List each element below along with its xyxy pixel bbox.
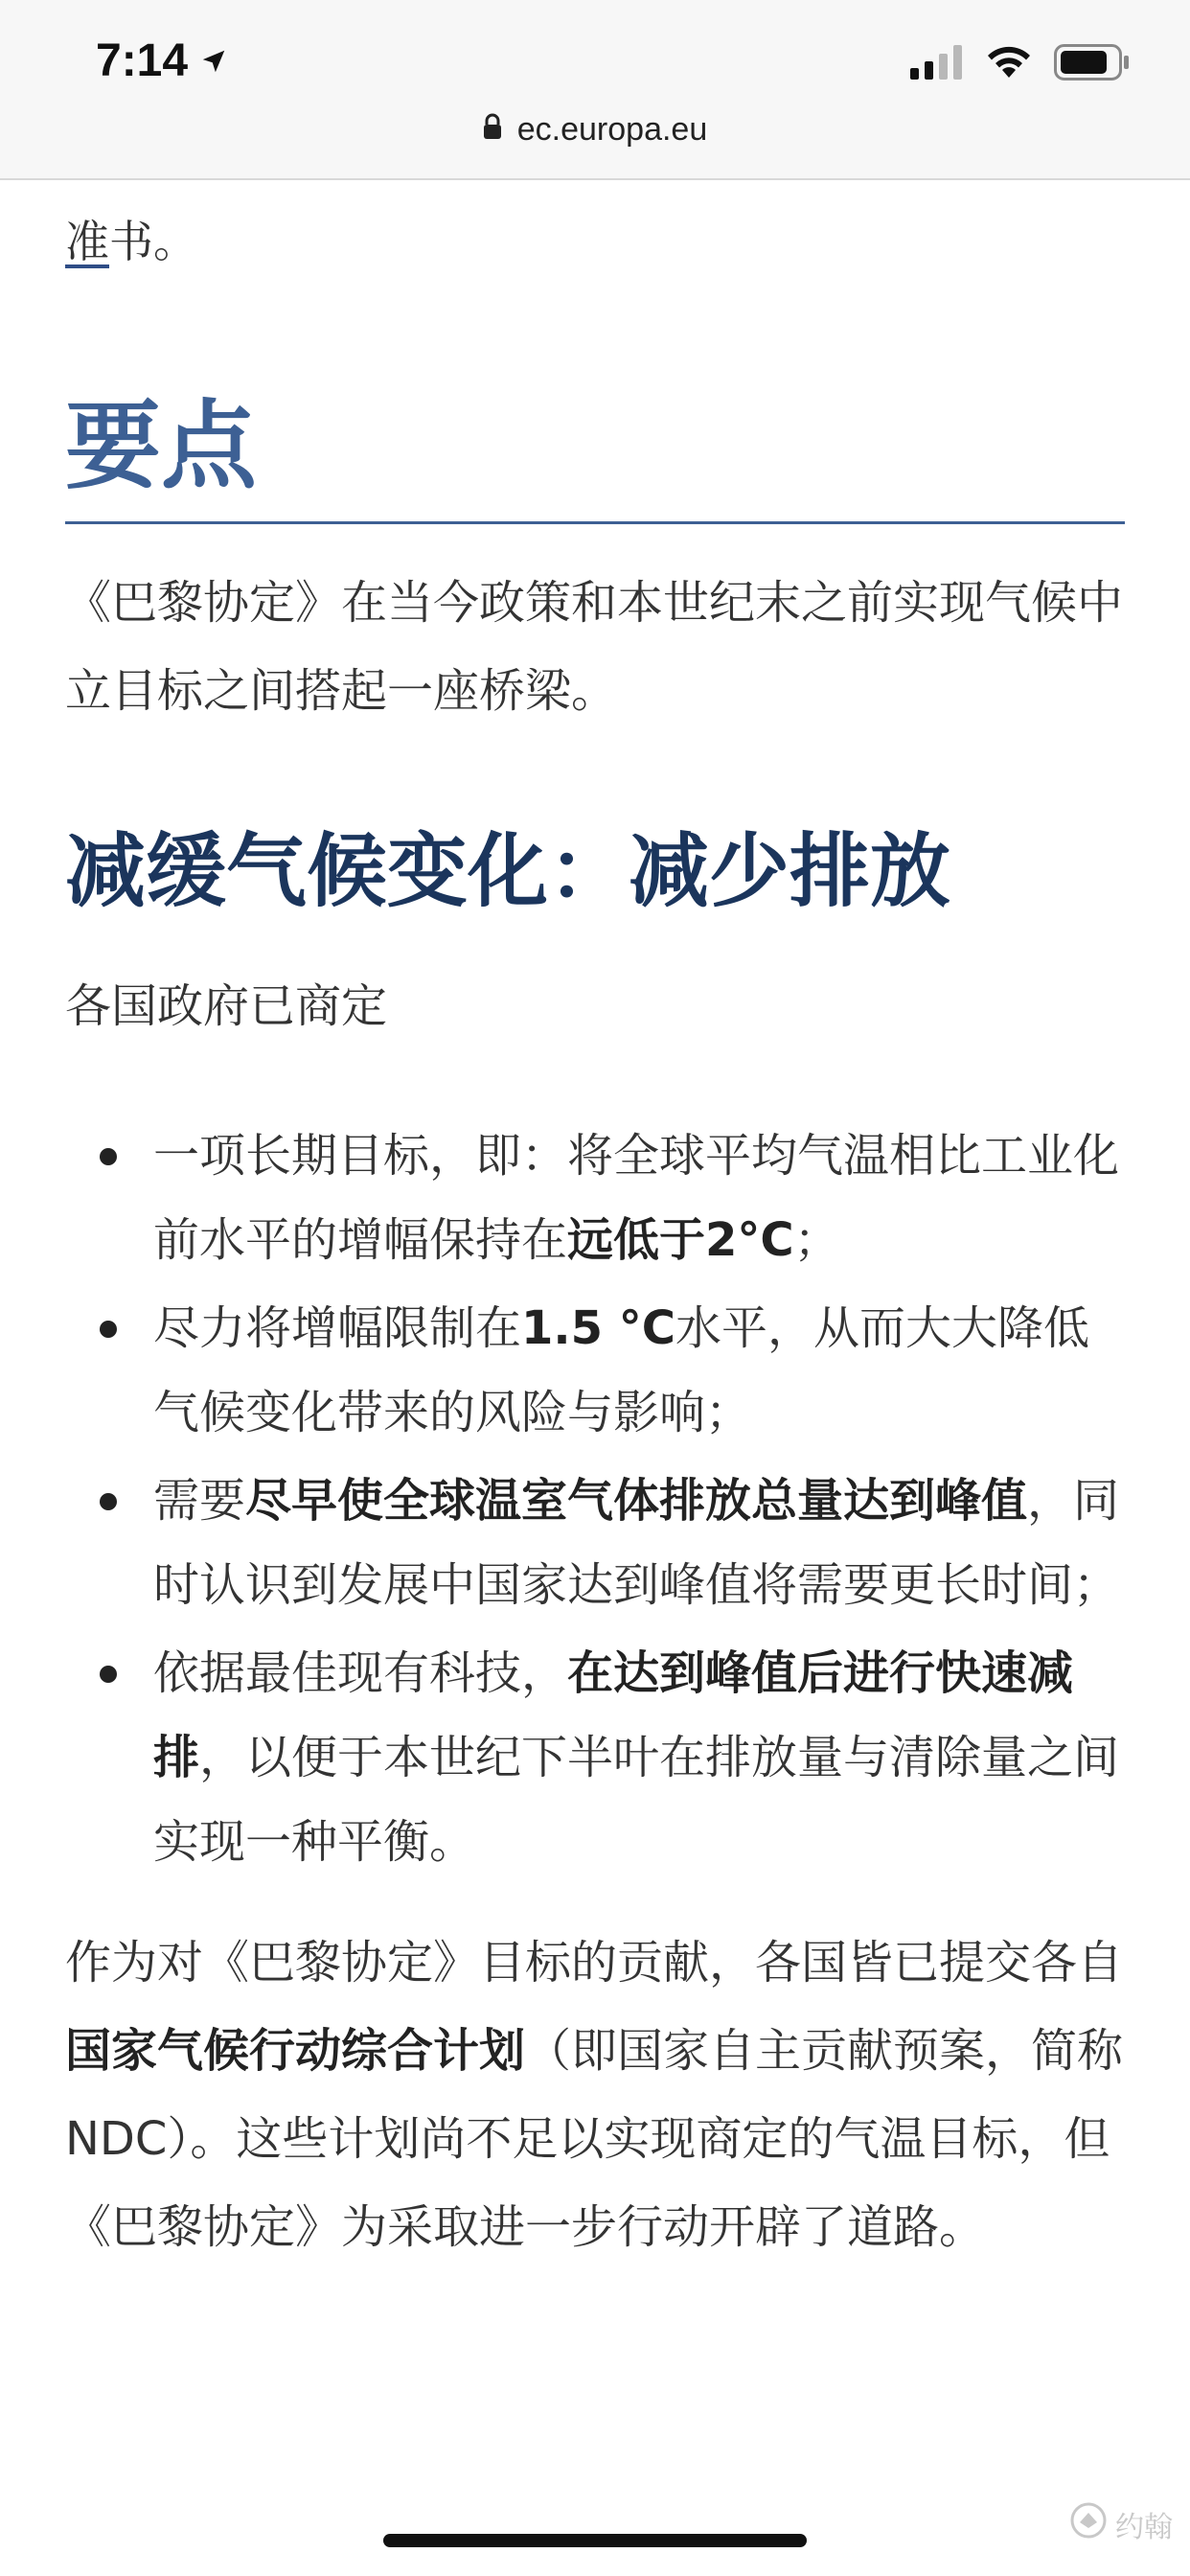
watermark (1069, 2501, 1173, 2547)
wifi-icon (985, 45, 1033, 83)
closing-text: （即国家自主贡献预案，简称NDC）。这些计划尚不足以实现商定的气温目标，但《巴黎协定》为采取进一步行动开辟了道路。 (65, 2024, 1124, 2255)
home-indicator[interactable] (383, 2534, 807, 2547)
list-item-bold: 在达到峰值后进行快速减排 (153, 1646, 1074, 1785)
bullet-dot (100, 1666, 117, 1683)
url-bar[interactable] (0, 111, 1190, 149)
closing-text: 作为对《巴黎协定》目标的贡献，各国皆已提交各自 (65, 1936, 1124, 1990)
bullet-dot (100, 1148, 117, 1165)
list-item-text: ； (793, 1213, 840, 1268)
browser-top-bar (0, 0, 1190, 180)
list-item (65, 1631, 1125, 1884)
list-item (65, 1114, 1125, 1282)
status-time: 7:14 (96, 35, 189, 86)
lock-icon (483, 111, 502, 149)
fragment-link[interactable]: 准 (65, 216, 109, 267)
fragment-rest: 书。 (109, 216, 197, 267)
list-item-text: 水平，从而大大降低气候变化带来的风险与影响； (153, 1301, 1089, 1440)
url-domain[interactable]: ec.europa.eu (516, 111, 708, 148)
status-time-group (96, 34, 228, 87)
watermark-text: 约翰 (1115, 2511, 1173, 2544)
list-item-text: ，同时认识到发展中国家达到峰值将需要更长时间； (153, 1474, 1120, 1613)
list-item (65, 1286, 1125, 1455)
location-arrow-icon (199, 34, 228, 87)
intro-paragraph: 《巴黎协定》在当今政策和本世纪末之前实现气候中立目标之间搭起一座桥梁。 (65, 576, 1124, 718)
list-item-bold: 尽早使全球温室气体排放总量达到峰值 (245, 1474, 1028, 1529)
previous-paragraph-fragment (65, 180, 1125, 284)
list-item-text: 一项长期目标，即：将全球平均气温相比工业化前水平的增幅保持在 (153, 1129, 1120, 1268)
status-icons (910, 44, 1131, 84)
list-item-text: 需要 (153, 1474, 246, 1529)
battery-icon (1054, 44, 1131, 84)
list-item-text: 尽力将增幅限制在 (153, 1301, 522, 1356)
goals-list (65, 1114, 1125, 1884)
closing-bold: 国家气候行动综合计划 (65, 2024, 526, 2079)
subsection-title: 减缓气候变化：减少排放 (65, 824, 951, 918)
watermark-logo-icon (1069, 2501, 1108, 2547)
list-item-text: ，以便于本世纪下半叶在排放量与清除量之间实现一种平衡。 (153, 1731, 1120, 1870)
list-item-bold: 远低于2°C (567, 1213, 794, 1268)
list-item-bold: 1.5 °C (521, 1301, 675, 1356)
lead-paragraph: 各国政府已商定 (65, 979, 388, 1034)
article-content (65, 180, 1125, 2271)
cellular-signal-icon (910, 45, 964, 83)
bullet-dot (100, 1321, 117, 1338)
section-title: 要点 (65, 389, 1125, 524)
list-item-text: 依据最佳现有科技， (153, 1646, 568, 1701)
closing-paragraph (65, 1919, 1125, 2271)
bullet-dot (100, 1493, 117, 1510)
list-item (65, 1459, 1125, 1627)
